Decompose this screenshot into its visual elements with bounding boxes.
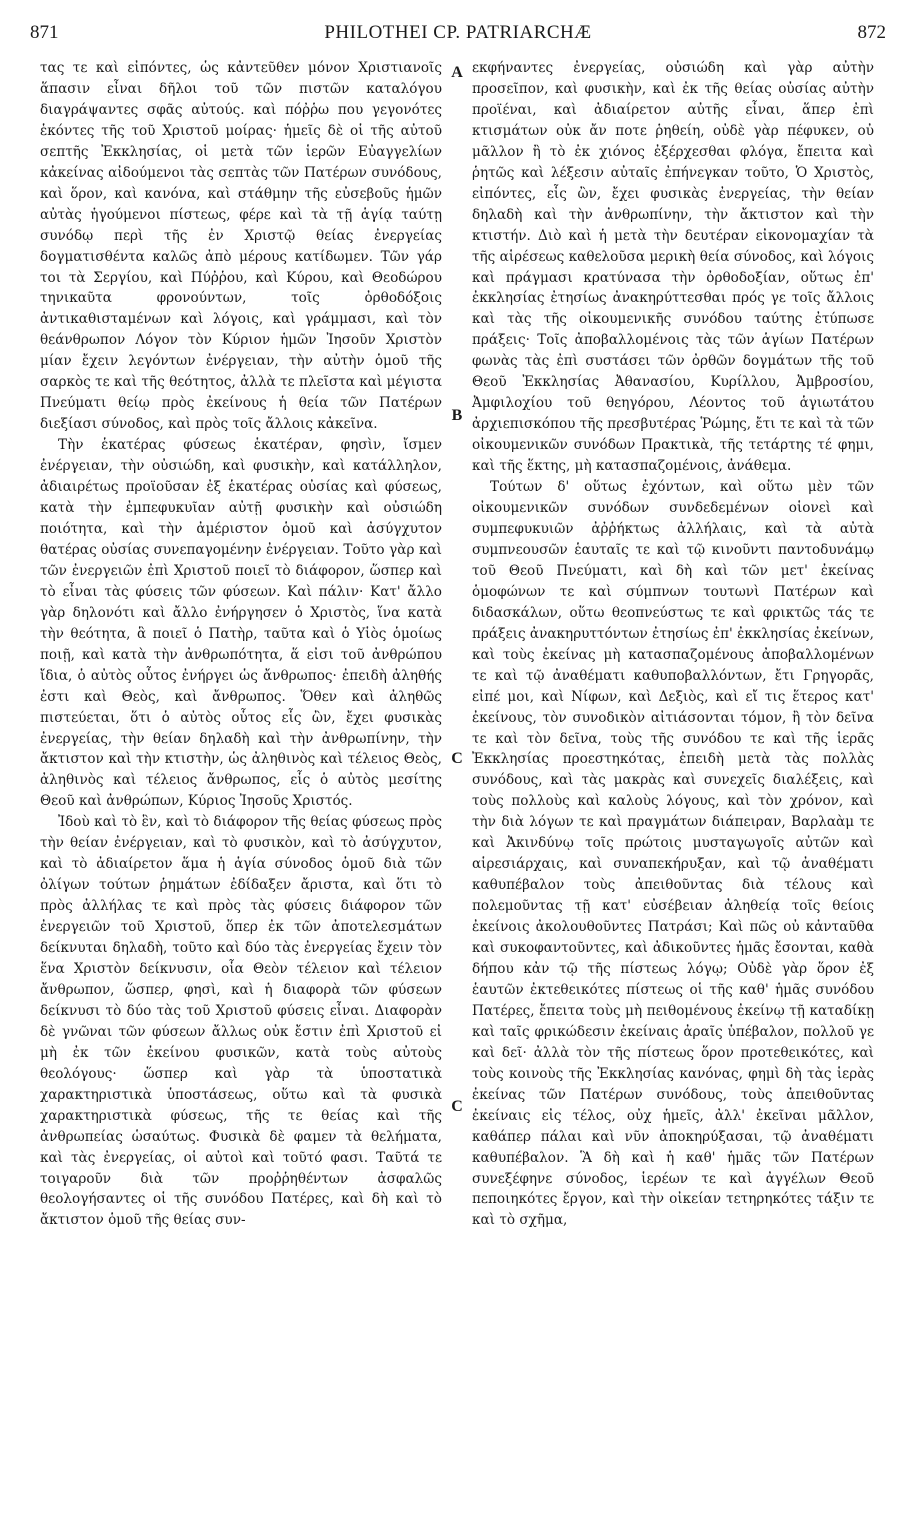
right-paragraph-2: Τούτων δ' οὕτως ἐχόντων, καὶ οὕτω μὲν τῶν οἰκουμενικῶν συνόδων συνδεδεμένων οἱονεὶ καὶ συμπεφυκυιῶν ἀῤῥήκτως ἀλλήλαις, καὶ τὰ αὐτὰ συμπνεουσῶν ἑαυταῖς τε καὶ τῷ κινοῦντι παντοδυνάμῳ τοῦ Θεοῦ Πνεύματι, καὶ δὴ καὶ τῶν μετ' ἐκείνας ὁμοφώνων τε καὶ σύμπνων τουτωνὶ Πατέρων καὶ διδασκάλων, οὕτω θεοπνεύστως τε καὶ φρικτῶς τάς τε πράξεις ἀνακηρυττόντων ἐτησίως ἐπ' ἐκκλησίας ἐκείνων, καὶ τοὺς ἐκείνας μὴ κατασπαζομένους ἀποβαλλομένων τε καὶ τῷ ἀναθέματι καθυποβαλλόντων, ἔτι Γρηγορᾶς, εἰπέ μοι, καὶ Νίφων, καὶ Δεξιὸς, καὶ εἴ τις ἕτερος κατ' ἐκείνους, τὸν συνοδικὸν αἰτιάσονται τόμον, ἢ τὸν δεῖνα τε καὶ τὸν δεῖνα, τοὺς τῆς συνόδου τε καὶ τῆς ἱερᾶς Ἐκκλησίας προεστηκότας, ἐπειδὴ μετὰ τὰς πολλὰς συνόδους, καὶ τὰς μακρὰς καὶ συνεχεῖς διαλέξεις, καὶ τοὺς πολλοὺς καὶ καλοὺς λόγους, καὶ τὸν χρόνον, καὶ τὴν διὰ λόγων τε καὶ πραγμάτων διάπειραν, Βαρλαὰμ τε καὶ Ἀκινδύνῳ τοῖς πρώτοις μυσταγωγοῖς αὐτῶν καὶ αἱρεσιάρχαις, καὶ συναπεκήρυξαν, καὶ τῷ ἀναθέματι καθυπέβαλον τοὺς ἀπειθοῦντας διὰ τέλους καὶ πολεμοῦντας τῇ κατ' εὐσέβειαν ἀληθείᾳ τοῖς θείοις ἐκείνοις ἀκολουθοῦντες Πατράσι; Καὶ πῶς οὐ κἀνταῦθα καὶ συκοφαντοῦντες, καὶ ἀδικοῦντες ἡμᾶς ἔσονται, καθὰ δήπου κἀν τῷ τῆς πίστεως λόγῳ; Οὐδὲ γὰρ ὅρον ἐξ ἑαυτῶν ἐκτεθεικότες πίστεως οἱ τῆς καθ' ἡμᾶς συνόδου Πατέρες, ἔπειτα τοὺς μὴ πειθομένους ἐκείνῳ τῇ καταδίκῃ καὶ ταῖς φρικώδεσιν ἐκείναις ἀραῖς ὑπέβαλον, πολλοῦ γε καὶ δεῖ· ἀλλὰ τὸν τῆς πίστεως ὅρον προτεθεικότες, καὶ τοὺς κοινοὺς τῆς Ἐκκλησίας κανόνας, φημὶ δὴ τὰς ἱερὰς ἐκείνας τῶν Πατέρων συνόδους, τοὺς ἀπειθοῦντας ἐκείναις εἰς τέλος, οὐχ ἡμεῖς, ἀλλ' ἐκεῖναι μᾶλλον, καθάπερ πάλαι καὶ νῦν ἀποκηρύξασαι, τῷ ἀναθέματι καθυπέβαλον. Ἃ δὴ καὶ ἡ καθ' ἡμᾶς τῶν Πατέρων συνεξέφηνε σύνοδος, ἱερέων τε καὶ ἀγγέλων Θεοῦ πεποιηκότες ἔργον, καὶ τὴν οἰκείαν τετηρηκότες τάξιν τε καὶ τὸ σχῆμα,: [472, 479, 874, 1229]
margin-marker-b: B: [451, 407, 463, 424]
left-column: [40, 58, 442, 1231]
left-paragraph-3: Ἰδοὺ καὶ τὸ ἓν, καὶ τὸ διάφορον τῆς θείας φύσεως πρὸς τὴν θείαν ἐνέργειαν, καὶ τὸ φυσικὸν, καὶ τὸ ἀσύγχυτον, καὶ τὸ ἀδιαίρετον ἅμα ἡ ἁγία σύνοδος ὁμοῦ διὰ τῶν ὀλίγων τούτων ῥημάτων ἐδίδαξεν ἄριστα, καὶ ὅτι τὸ πρὸς ἀλλήλας τε καὶ πρὸς τὰς φύσεις διάφορον τῶν ἐνεργειῶν τοῦ Χριστοῦ, ὅπερ ἐκ τῶν ἀποτελεσμάτων δείκνυται δηλαδὴ, τοῦτο καὶ δύο τὰς ἐνεργείας ἔχειν τὸν ἕνα Χριστὸν δείκνυσιν, οἷα Θεὸν τέλειον καὶ τέλειον ἄνθρωπον, ὥσπερ, φησὶ, καὶ ἡ διαφορὰ τῶν φύσεων δείκνυσι τὸ δύο τὰς τοῦ Χριστοῦ φύσεις εἶναι. Διαφορὰν δὲ γνῶναι τῶν φύσεων ἄλλως οὐκ ἔστιν ἐπὶ Χριστοῦ εἰ μὴ ἐκ τῶν ἐκείνου φυσικῶν, κατὰ τοὺς αὐτοὺς θεολόγους· ὥσπερ καὶ γὰρ τὰ ὑποστατικὰ χαρακτηριστικὰ ὑποστάσεως, οὕτω καὶ τὰ φυσικὰ χαρακτηριστικὰ φύσεως, τῆς τε θείας καὶ τῆς ἀνθρωπείας ὡσαύτως. Φυσικὰ δὲ φαμεν τὰ θελήματα, καὶ τὰς ἐνεργείας, οἱ αὐτοὶ καὶ τοῦτό φασι. Ταῦτά τε τοιγαροῦν διὰ τῶν προῤῥηθέντων ἀσφαλῶς θεολογήσαντες οἱ τῆς συνόδου Πατέρες, καὶ δὴ καὶ τὸ ἄκτιστον ὁμοῦ τῆς θείας συν-: [40, 814, 442, 1229]
margin-marker-a: A: [451, 64, 463, 81]
left-paragraph-1: τας τε καὶ εἰπόντες, ὡς κἀντεῦθεν μόνον Χριστιανοῖς ἅπασιν εἶναι δῆλοι τοῦ τῶν πιστῶν καταλόγου διαγράψαντες σφᾶς αὐτούς. καὶ πόῤῥω που γεγονότες ἑκόντες τῆς τοῦ Χριστοῦ μοίρας· ἡμεῖς δὲ οἱ τῆς αὐτοῦ σεπτῆς Ἐκκλησίας, οἱ μετὰ τῶν ἱερῶν Εὐαγγελίων κἀκείνας αἰδούμενοι τὰς σεπτὰς τῶν Πατέρων συνόδους, καὶ ὅρον, καὶ κανόνα, καὶ στάθμην τῆς εὐσεβοῦς ἡμῶν αὐτὰς ἡγούμενοι πίστεως, φέρε καὶ τὰ τῇ ἁγίᾳ ταύτῃ συνόδῳ περὶ τῆς ἐν Χριστῷ θείας ἐνεργείας δογματισθέντα καλῶς ἀπὸ μέρους κατίδωμεν. Τῶν γάρ τοι τὰ Σεργίου, καὶ Πύῤῥου, καὶ Κύρου, καὶ Θεοδώρου τηνικαῦτα φρονούντων, τοῖς ὀρθοδόξοις ἀντικαθισταμένων καὶ λόγοις, καὶ γράμμασι, καὶ τὸν θεάνθρωπον Λόγον τὸν Κύριον ἡμῶν Ἰησοῦν Χριστὸν μίαν ἔχειν λεγόντων ἐνέργειαν, τὴν αὐτὴν ὁμοῦ τῆς σαρκὸς τε καὶ τῆς θεότητος, ἀλλὰ τε πλεῖστα καὶ μέγιστα Πνεύματι θείῳ πρὸς ἐκείνους ἡ θεία τῶν Πατέρων διεξίασι σύνοδος, καὶ πρὸς τοῖς ἄλλοις κἀκεῖνα.: [40, 60, 442, 433]
margin-marker-c-2: C: [451, 1098, 463, 1115]
running-title: PHILOTHEI CP. PATRIARCHÆ: [324, 22, 592, 43]
margin-marker-c-1: C: [451, 750, 463, 767]
left-paragraph-2: Τὴν ἑκατέρας φύσεως ἑκατέραν, φησὶν, ἴσμεν ἐνέργειαν, τὴν οὐσιώδη, καὶ φυσικὴν, καὶ κατάλληλον, ἀδιαιρέτως προϊοῦσαν ἐξ ἑκατέρας οὐσίας καὶ φύσεως, κατὰ τὴν ἐμπεφυκυῖαν αὐτῇ φυσικὴν καὶ οὐσιώδη ποιότητα, καὶ τὴν ἀμέριστον ὁμοῦ καὶ ἀσύγχυτον θατέρας οὐσίας συνεπαγομένην ἐνέργειαν. Τοῦτο γὰρ καὶ τῶν ἐνεργειῶν ἐπὶ Χριστοῦ ποιεῖ τὸ διάφορον, ὥσπερ καὶ τὸ εἶναι τὰς φύσεις τῶν φύσεων. Καὶ πάλιν· Κατ' ἄλλο γὰρ δηλονότι καὶ ἄλλο ἐνήργησεν ὁ Χριστὸς, ἵνα κατὰ τὴν θεότητα, ἃ ποιεῖ ὁ Πατὴρ, ταῦτα καὶ ὁ Υἱὸς ὁμοίως ποιῇ, καὶ κατὰ τὴν ἀνθρωπότητα, ἅ εἰσι τοῦ ἀνθρώπου ἴδια, ὁ αὐτὸς οὗτος ἐνήργει ὡς ἄνθρωπος· ἐπειδὴ ἀληθής ἐστι καὶ Θεὸς, καὶ ἄνθρωπος. Ὅθεν καὶ ἀληθῶς πιστεύεται, ὅτι ὁ αὐτὸς οὗτος εἷς ὢν, ἔχει φυσικὰς ἐνεργείας, τὴν θείαν δηλαδὴ καὶ τὴν ἀνθρωπίνην, τὴν ἄκτιστον καὶ τὴν κτιστὴν, ὡς ἀληθινὸς καὶ τέλειος Θεὸς, ἀληθινὸς καὶ τέλειος ἄνθρωπος, εἷς ὁ αὐτὸς μεσίτης Θεοῦ καὶ ἀνθρώπων, Κύριος Ἰησοῦς Χριστός.: [40, 437, 442, 810]
right-paragraph-1: εκφήναντες ἐνεργείας, οὐσιώδη καὶ γὰρ αὐτὴν προσεῖπον, καὶ φυσικὴν, καὶ ἐκ τῆς θείας οὐσίας αὐτὴν προϊέναι, καὶ ἀδιαίρετον αὐτῆς εἶναι, ἅπερ ἐπὶ κτισμάτων οὐκ ἄν ποτε ῥηθείη, οὐδὲ γὰρ πέφυκεν, οὐ μᾶλλον ἢ τὸ ἐκ χιόνος ἐξέρχεσθαι φλόγα, ἔπειτα καὶ ῥητῶς καὶ λέξεσιν αὐταῖς ἐπήνεγκαν τοῦτο, Ὁ Χριστὸς, εἰπόντες, εἷς ὢν, ἔχει φυσικὰς ἐνεργείας, τὴν θείαν δηλαδὴ καὶ τὴν ἀνθρωπίνην, τὴν ἄκτιστον καὶ τὴν κτιστήν. Διὸ καὶ ἡ μετὰ τὴν δευτέραν εἰκονομαχίαν τὰ τῆς αἱρέσεως καθελοῦσα μερικὴ θεία σύνοδος, καὶ λόγοις καὶ πράγμασι κρατύνασα τὴν ὀρθοδοξίαν, οὕτως ἐπ' ἐκκλησίας ἐτησίως ἀνακηρύττεσθαι πρός γε τοῖς ἄλλοις καὶ τὰς τῆς οἰκουμενικῆς συνόδου ταύτης ἐτύπωσε πράξεις· Τοῖς ἀποβαλλομένοις τὰς τῶν ἁγίων Πατέρων φωνὰς τὰς ἐπὶ συστάσει τῶν ὀρθῶν δογμάτων τῆς τοῦ Θεοῦ Ἐκκλησίας Ἀθανασίου, Κυρίλλου, Ἀμβροσίου, Ἀμφιλοχίου τοῦ θεηγόρου, Λέοντος τοῦ ἁγιωτάτου ἀρχιεπισκόπου τῆς πρεσβυτέρας Ῥώμης, ἔτι τε καὶ τὰ τῶν οἰκουμενικῶν συνόδων Πρακτικὰ, τῆς τετάρτης τέ φημι, καὶ τῆς ἕκτης, μὴ κατασπαζομένοις, ἀνάθεμα.: [472, 60, 874, 475]
page-header: [30, 22, 886, 52]
page-number-right: 872: [857, 22, 886, 43]
right-column: [472, 58, 874, 1231]
page-number-left: 871: [30, 22, 59, 43]
